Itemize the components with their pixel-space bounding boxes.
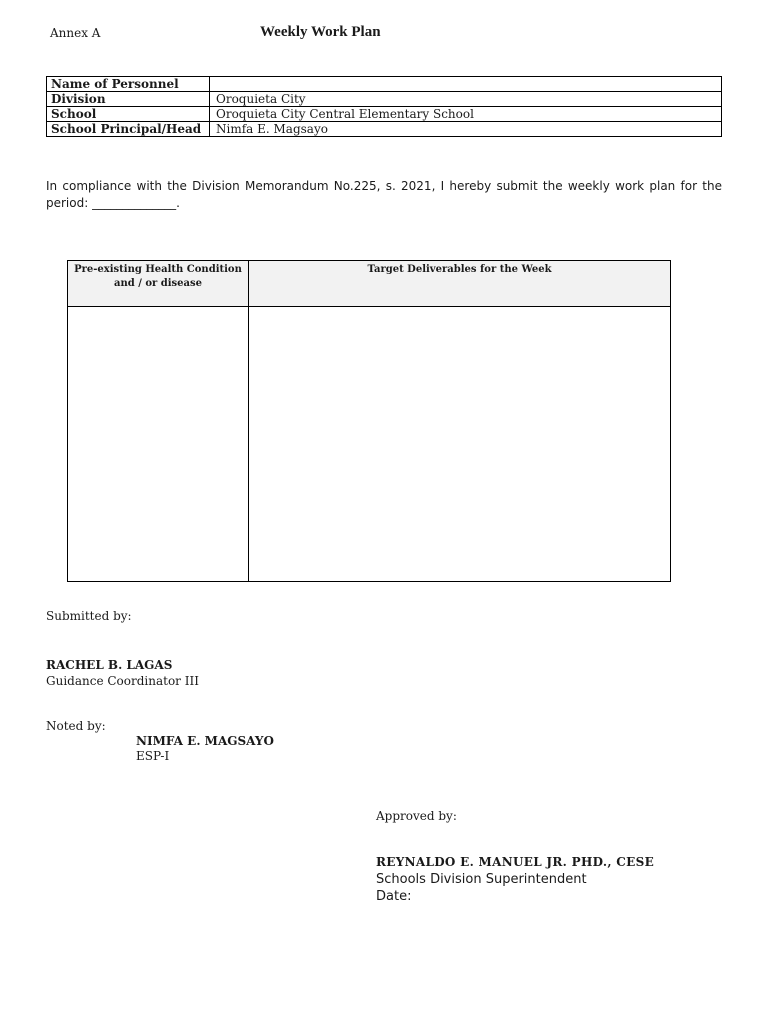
column-divider: [248, 261, 249, 581]
target-deliverables-header: Target Deliverables for the Week: [367, 264, 552, 275]
name-of-personnel-label: Name of Personnel: [47, 77, 210, 92]
noted-by-label: Noted by:: [46, 719, 106, 733]
table-row: [47, 77, 722, 92]
submitter-position: Guidance Coordinator III: [46, 674, 199, 688]
approver-name: REYNALDO E. MANUEL JR. PHD., CESE: [376, 855, 655, 869]
table-row: [47, 92, 722, 107]
document-title: Weekly Work Plan: [260, 24, 381, 40]
compliance-paragraph: In compliance with the Division Memorandum No.225, s. 2021, I hereby submit the weekly work plan for the period: ______________.: [46, 179, 722, 210]
table-row: [47, 122, 722, 137]
approver-position: Schools Division Superintendent: [376, 872, 587, 887]
school-value: Oroquieta City Central Elementary School: [210, 107, 722, 122]
approved-by-label: Approved by:: [376, 809, 457, 823]
annex-label: Annex A: [50, 26, 101, 40]
work-plan-table: [67, 260, 671, 582]
name-of-personnel-value: [210, 77, 722, 92]
noter-name: NIMFA E. MAGSAYO: [136, 734, 274, 748]
division-value: Oroquieta City: [210, 92, 722, 107]
submitter-name: RACHEL B. LAGAS: [46, 658, 173, 672]
submitted-by-label: Submitted by:: [46, 609, 132, 623]
principal-value: Nimfa E. Magsayo: [210, 122, 722, 137]
principal-label: School Principal/Head: [47, 122, 210, 137]
table-row: [47, 107, 722, 122]
school-label: School: [47, 107, 210, 122]
noter-position: ESP-I: [136, 749, 170, 763]
date-label: Date:: [376, 889, 412, 904]
health-condition-header: Pre-existing Health Condition and / or disease: [74, 264, 242, 289]
division-label: Division: [47, 92, 210, 107]
personnel-info-table: [46, 76, 722, 137]
